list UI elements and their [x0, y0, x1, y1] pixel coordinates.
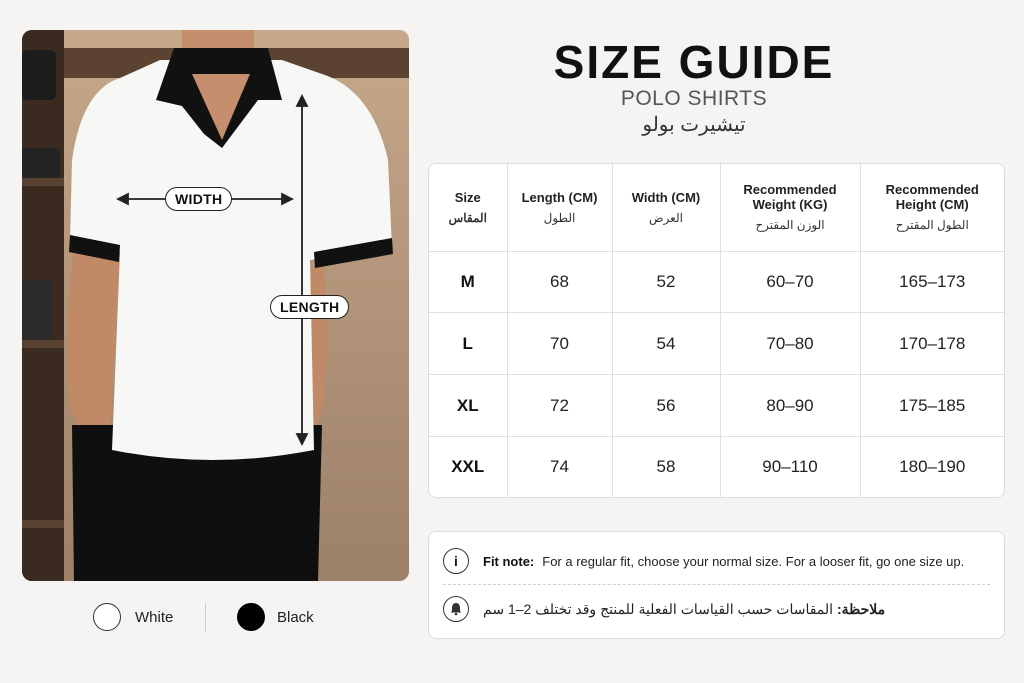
table-row — [429, 313, 1004, 375]
table-row — [429, 375, 1004, 437]
page-subtitle-arabic: تيشيرت بولو — [642, 114, 746, 136]
product-photo — [22, 30, 409, 581]
header-size: Size المقاس — [429, 164, 507, 251]
color-options — [22, 603, 409, 633]
header-width: Width (CM) العرض — [612, 164, 720, 251]
note-divider — [443, 584, 990, 585]
width-cell: 52 — [612, 251, 720, 313]
black-swatch[interactable] — [237, 603, 265, 631]
width-cell: 58 — [612, 436, 720, 497]
white-label: White — [135, 609, 174, 626]
page-title: SIZE GUIDE — [553, 36, 835, 88]
notes-box — [428, 531, 1005, 639]
length-cell: 68 — [507, 251, 612, 313]
height-cell: 165–173 — [860, 251, 1004, 313]
height-cell: 175–185 — [860, 375, 1004, 437]
width-label: WIDTH — [165, 187, 232, 211]
size-cell: L — [429, 313, 507, 375]
table-row — [429, 436, 1004, 497]
height-cell: 180–190 — [899, 456, 966, 476]
fit-note — [443, 546, 990, 576]
arabic-note-body: المقاسات حسب القياسات الفعلية للمنتج وقد تختلف 2–1 سم — [483, 600, 834, 617]
table-row — [429, 251, 1004, 313]
width-cell: 54 — [612, 313, 720, 375]
fit-note-text: For a regular fit, choose your normal size. For a looser fit, go one size up. — [542, 553, 965, 569]
color-divider — [205, 603, 206, 633]
size-cell: XL — [429, 375, 507, 437]
length-cell: 72 — [507, 375, 612, 437]
arabic-note — [443, 594, 990, 624]
length-cell: 70 — [507, 313, 612, 375]
fit-note-label: Fit note: — [483, 553, 535, 569]
polo-shirt-illustration — [22, 30, 409, 581]
weight-cell: 60–70 — [720, 251, 860, 313]
bell-icon — [443, 596, 469, 622]
header-height: Recommended Height (CM) الطول المقترح — [860, 164, 1004, 251]
length-label: LENGTH — [270, 295, 349, 319]
header-length: Length (CM) الطول — [507, 164, 612, 251]
page-subtitle: POLO SHIRTS — [620, 87, 768, 110]
size-cell: XXL — [429, 436, 507, 497]
white-swatch[interactable] — [93, 603, 121, 631]
size-table — [428, 163, 1005, 498]
weight-cell: 90–110 — [720, 436, 860, 497]
height-cell: 170–178 — [860, 313, 1004, 375]
width-cell: 56 — [612, 375, 720, 437]
info-icon: i — [443, 548, 469, 574]
length-cell: 74 — [507, 436, 612, 497]
arabic-note-text — [483, 601, 885, 618]
table-header-row — [429, 164, 1004, 251]
size-cell: M — [429, 251, 507, 313]
black-label: Black — [277, 609, 314, 626]
weight-cell: 70–80 — [720, 313, 860, 375]
header-weight: Recommended Weight (KG) الوزن المقترح — [720, 164, 860, 251]
weight-cell: 80–90 — [720, 375, 860, 437]
arabic-note-label: ملاحظة: — [836, 600, 886, 617]
